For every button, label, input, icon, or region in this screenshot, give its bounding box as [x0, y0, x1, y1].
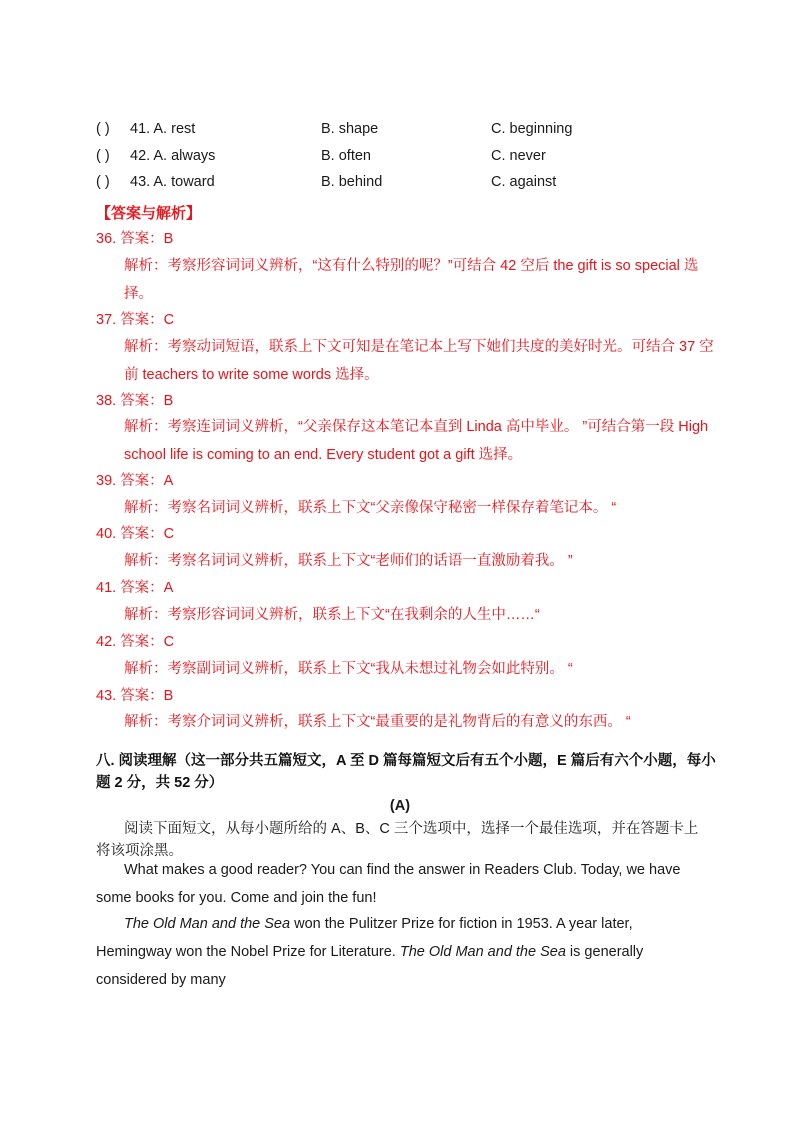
answer-blank: ( ) [96, 148, 110, 164]
answer-explanation: 解析：考察连词词义辨析，“父亲保存这本笔记本直到 Linda 高中毕业。 ”可结合第一段 High school life is coming to an end. Every student got a gift 选择。 [124, 419, 709, 463]
answer-explanation: 解析：考察名词词义辨析，联系上下文“父亲像保守秘密一样保存着笔记本。 “ [124, 500, 617, 516]
option-c: C. beginning [491, 121, 573, 137]
answer-label: 42. 答案：C [96, 634, 175, 650]
answer-label: 41. 答案：A [96, 580, 174, 596]
option-b: B. shape [321, 121, 379, 137]
option-a: 41. A. rest [130, 121, 196, 137]
answers-heading: 【答案与解析】 [96, 205, 202, 222]
paragraph-text: won the Pulitzer Prize for fiction in 1953. A year later, Hemingway won the Nobel Prize for Literature. [96, 916, 633, 960]
answer-explanation: 解析：考察动词短语，联系上下文可知是在笔记本上写下她们共度的美好时光。可结合 37 空前 teachers to write some words 选择。 [124, 339, 714, 383]
answer-explanation: 解析：考察副词词义辨析，联系上下文“我从未想过礼物会如此特别。 “ [124, 661, 573, 677]
answer-label: 36. 答案：B [96, 231, 174, 247]
instruction-text: 阅读下面短文，从每小题所给的 A、B、C 三个选项中，选择一个最佳选项，并在答题卡上将该项涂黑。 [96, 821, 699, 859]
option-c: C. against [491, 174, 557, 190]
paragraph-text: is generally considered by many [96, 944, 644, 988]
answer-blank: ( ) [96, 121, 110, 137]
passage-title: (A) [389, 798, 411, 814]
answer-label: 40. 答案：C [96, 526, 175, 542]
answer-blank: ( ) [96, 174, 110, 190]
answer-label: 38. 答案：B [96, 393, 174, 409]
section-heading: 八. 阅读理解（这一部分共五篇短文，A 至 D 篇每篇短文后有五个小题，E 篇后有六个小题，每小题 2 分，共 52 分） [96, 753, 716, 791]
option-b: B. behind [321, 174, 383, 190]
answer-explanation: 解析：考察名词词义辨析，联系上下文“老师们的话语一直激励着我。 ” [124, 553, 573, 569]
answer-explanation: 解析：考察介词词义辨析，联系上下文“最重要的是礼物背后的有意义的东西。 “ [124, 714, 631, 730]
option-a: 43. A. toward [130, 174, 215, 190]
answer-label: 39. 答案：A [96, 473, 174, 489]
answer-explanation: 解析：考察形容词词义辨析，“这有什么特别的呢？”可结合 42 空后 the gift is so special 选择。 [124, 258, 699, 302]
book-title: The Old Man and the Sea [124, 916, 291, 932]
option-b: B. often [321, 148, 371, 164]
passage-paragraph: What makes a good reader? You can find the answer in Readers Club. Today, we have some books for you. Come and join the fun! [96, 862, 681, 906]
option-a: 42. A. always [130, 148, 216, 164]
book-title: The Old Man and the Sea [399, 944, 566, 960]
option-c: C. never [491, 148, 546, 164]
answer-label: 37. 答案：C [96, 312, 175, 328]
answer-label: 43. 答案：B [96, 688, 174, 704]
passage-paragraph [96, 910, 706, 994]
answer-explanation: 解析：考察形容词词义辨析，联系上下文“在我剩余的人生中……“ [124, 607, 540, 623]
